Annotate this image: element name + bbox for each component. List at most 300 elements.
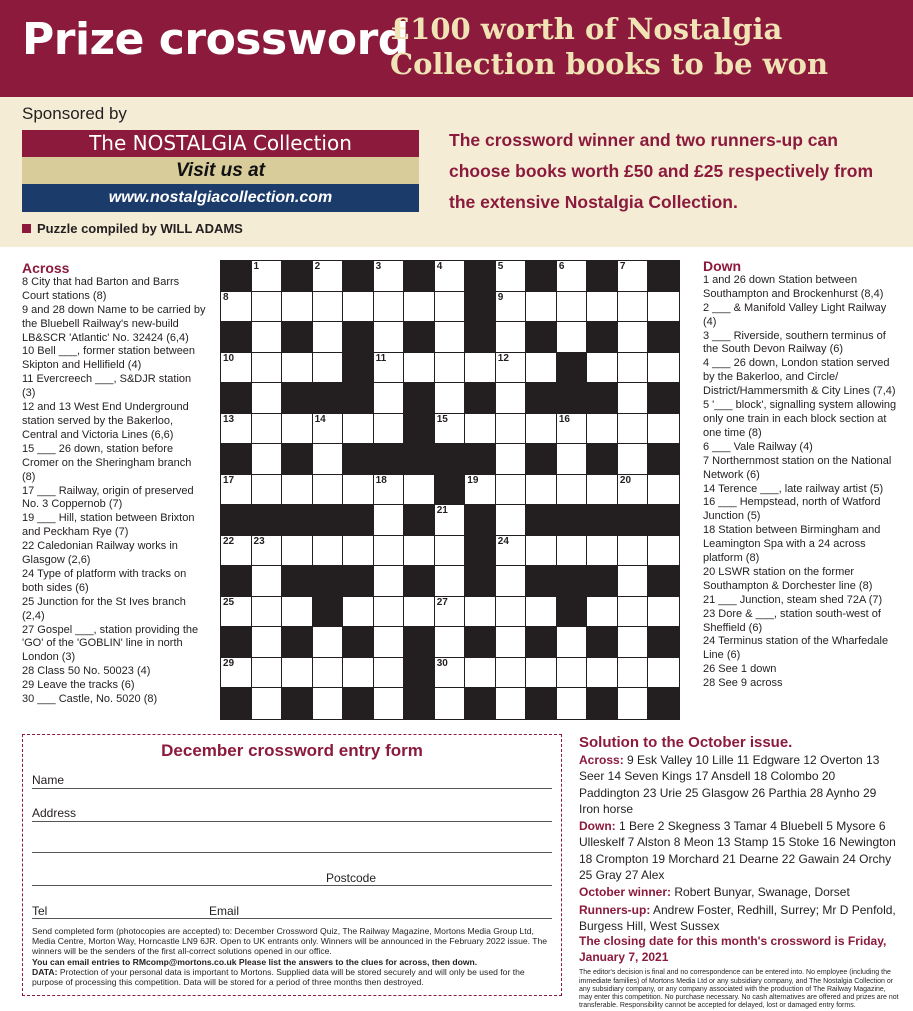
- black-square: [526, 688, 557, 719]
- white-square[interactable]: [465, 658, 496, 689]
- logo-visit: Visit us at: [22, 157, 419, 184]
- white-square[interactable]: [496, 383, 527, 414]
- clue-number: 11: [375, 352, 387, 364]
- white-square[interactable]: [557, 414, 588, 445]
- white-square[interactable]: [587, 414, 618, 445]
- white-square[interactable]: [435, 597, 466, 628]
- black-square: [465, 383, 496, 414]
- solution-across-text: 9 Esk Valley 10 Lille 11 Edgware 12 Overton 13 Seer 14 Seven Kings 17 Ansdell 18 Colombo 20 Paddington 23 Urie 25 Glasgow 26 Parthia 28 Aynho 29 Iron horse: [579, 753, 880, 816]
- white-square[interactable]: [496, 353, 527, 384]
- across-clue: 30 ___ Castle, No. 5020 (8): [22, 693, 158, 706]
- white-square[interactable]: [374, 261, 405, 292]
- black-square: [343, 627, 374, 658]
- black-square: [648, 627, 679, 658]
- across-clue: 28 Class 50 No. 50023 (4): [22, 665, 151, 678]
- solution-down-label: Down:: [579, 819, 616, 834]
- white-square[interactable]: [618, 383, 649, 414]
- white-square[interactable]: [252, 688, 283, 719]
- across-clue: 25 Junction for the St Ives branch (2,4): [22, 595, 186, 622]
- down-clue: 7 Northernmost station on the National Network (6): [703, 454, 892, 481]
- tel-email-field[interactable]: [32, 918, 552, 919]
- white-square[interactable]: [618, 566, 649, 597]
- down-clue: 14 Terence ___, late railway artist (5): [703, 482, 884, 495]
- white-square[interactable]: [221, 414, 252, 445]
- white-square[interactable]: [252, 261, 283, 292]
- white-square[interactable]: [618, 414, 649, 445]
- white-square[interactable]: [221, 292, 252, 323]
- square-bullet-icon: [22, 224, 31, 233]
- black-square: [313, 505, 344, 536]
- white-square[interactable]: [313, 261, 344, 292]
- white-square[interactable]: [557, 627, 588, 658]
- fine-print: The editor's decision is final and no correspondence can be entered into. No employee (including the immediate families) of Mortons Media Ltd or any subsidiary company, and The Nostalgia Collection or any subsidiary company, or any company associated with the production of The Railway Magazine, may enter this competition. No purchase necessary. No cash alternatives are offered and prizes are not transferable. Responsibility cannot be accepted for delayed, lost or damaged entry forms.: [579, 969, 899, 1010]
- white-square[interactable]: [496, 292, 527, 323]
- white-square[interactable]: [252, 536, 283, 567]
- white-square[interactable]: [526, 475, 557, 506]
- white-square[interactable]: [496, 475, 527, 506]
- down-clue: 18 Station between Birmingham and Leamington Spa with a 24 across platform (8): [703, 524, 881, 565]
- clue-number: 29: [223, 657, 235, 669]
- white-square[interactable]: [618, 322, 649, 353]
- white-square[interactable]: [648, 658, 679, 689]
- down-clue: 20 LSWR station on the former Southampton & Dorchester line (8): [703, 565, 873, 592]
- white-square[interactable]: [496, 505, 527, 536]
- down-clue: 6 ___ Vale Railway (4): [703, 440, 813, 453]
- clue-number: 13: [223, 413, 235, 425]
- white-square[interactable]: [282, 353, 313, 384]
- down-clue: 2 ___ & Manifold Valley Light Railway (4): [703, 301, 887, 328]
- clue-number: 23: [253, 535, 265, 547]
- down-clue: 16 ___ Hempstead, north of Watford Junction (5): [703, 496, 881, 523]
- white-square[interactable]: [343, 536, 374, 567]
- clue-number: 6: [558, 261, 565, 272]
- white-square[interactable]: [374, 566, 405, 597]
- clue-number: 14: [314, 413, 326, 425]
- clue-number: 20: [619, 474, 632, 486]
- down-clue: 4 ___ 26 down, London station served by the Bakerloo, and Circle/ District/Hammersmith & City Lines (7,4): [703, 357, 896, 398]
- white-square[interactable]: [465, 475, 496, 506]
- white-square[interactable]: [557, 444, 588, 475]
- white-square[interactable]: [252, 292, 283, 323]
- white-square[interactable]: [343, 597, 374, 628]
- white-square[interactable]: [252, 444, 283, 475]
- down-heading: Down: [703, 258, 742, 274]
- white-square[interactable]: [252, 353, 283, 384]
- black-square: [282, 627, 313, 658]
- white-square[interactable]: [648, 475, 679, 506]
- down-clues: [703, 260, 898, 691]
- white-square[interactable]: [313, 536, 344, 567]
- black-square: [648, 505, 679, 536]
- clue-number: 17: [223, 474, 235, 486]
- white-square[interactable]: [404, 292, 435, 323]
- black-square: [648, 322, 679, 353]
- black-square: [465, 688, 496, 719]
- white-square[interactable]: [435, 322, 466, 353]
- sponsor-logo[interactable]: [22, 130, 419, 212]
- across-clue: 12 and 13 West End Underground station served by the Bakerloo, Central and Victoria Lines (6,6): [22, 401, 189, 441]
- postcode-field[interactable]: [32, 885, 552, 886]
- black-square: [526, 383, 557, 414]
- white-square[interactable]: [221, 353, 252, 384]
- black-square: [648, 688, 679, 719]
- white-square[interactable]: [374, 658, 405, 689]
- white-square[interactable]: [526, 414, 557, 445]
- white-square[interactable]: [313, 627, 344, 658]
- black-square: [313, 597, 344, 628]
- black-square: [465, 261, 496, 292]
- white-square[interactable]: [618, 353, 649, 384]
- black-square: [343, 688, 374, 719]
- clue-number: 8: [223, 291, 229, 303]
- white-square[interactable]: [313, 414, 344, 445]
- solution-across: [579, 752, 899, 817]
- black-square: [221, 505, 252, 536]
- address-label: Address: [32, 806, 77, 820]
- clue-number: 10: [223, 352, 235, 364]
- white-square[interactable]: [374, 414, 405, 445]
- clue-number: 18: [375, 474, 387, 486]
- white-square[interactable]: [313, 292, 344, 323]
- black-square: [587, 261, 618, 292]
- white-square[interactable]: [526, 292, 557, 323]
- white-square[interactable]: [282, 658, 313, 689]
- clue-number: 5: [497, 261, 504, 272]
- white-square[interactable]: [374, 536, 405, 567]
- black-square: [587, 566, 618, 597]
- postcode-label: Postcode: [326, 871, 377, 885]
- black-square: [526, 444, 557, 475]
- clue-number: 25: [223, 596, 235, 608]
- clue-number: 12: [497, 352, 509, 364]
- white-square[interactable]: [557, 475, 588, 506]
- white-square[interactable]: [374, 688, 405, 719]
- across-heading: Across: [22, 260, 70, 276]
- white-square[interactable]: [557, 322, 588, 353]
- white-square[interactable]: [587, 597, 618, 628]
- email-label: Email: [209, 904, 240, 918]
- tel-label: Tel: [32, 904, 48, 918]
- white-square[interactable]: [282, 475, 313, 506]
- data-text: Protection of your personal data is important to Mortons. Supplied data will be stored securely and will only be used for the purpose of processing this competition. Data will be stored for a period of three months then destroyed.: [32, 966, 525, 988]
- clue-number: 16: [558, 413, 570, 425]
- white-square[interactable]: [313, 475, 344, 506]
- white-square[interactable]: [282, 597, 313, 628]
- address-field-2[interactable]: [32, 852, 552, 853]
- white-square[interactable]: [221, 475, 252, 506]
- white-square[interactable]: [374, 627, 405, 658]
- solution-heading: Solution to the October issue.: [579, 734, 793, 751]
- white-square[interactable]: [252, 414, 283, 445]
- black-square: [221, 383, 252, 414]
- winner-text: Robert Bunyar, Swanage, Dorset: [674, 885, 850, 900]
- white-square[interactable]: [618, 688, 649, 719]
- prize-line-2: Collection books to be won: [390, 47, 829, 81]
- white-square[interactable]: [374, 292, 405, 323]
- white-square[interactable]: [618, 597, 649, 628]
- compiler-text: Puzzle compiled by WILL ADAMS: [37, 221, 243, 236]
- white-square[interactable]: [618, 627, 649, 658]
- white-square[interactable]: [282, 536, 313, 567]
- black-square: [404, 505, 435, 536]
- logo-url-link[interactable]: www.nostalgiacollection.com: [22, 184, 419, 212]
- white-square[interactable]: [587, 353, 618, 384]
- across-clue: 24 Type of platform with tracks on both sides (6): [22, 567, 187, 594]
- white-square[interactable]: [557, 688, 588, 719]
- white-square[interactable]: [526, 353, 557, 384]
- white-square[interactable]: [435, 566, 466, 597]
- white-square[interactable]: [496, 261, 527, 292]
- white-square[interactable]: [496, 688, 527, 719]
- white-square[interactable]: [404, 536, 435, 567]
- white-square[interactable]: [313, 658, 344, 689]
- address-field[interactable]: [32, 821, 552, 822]
- black-square: [587, 383, 618, 414]
- white-square[interactable]: [648, 536, 679, 567]
- down-clue: 21 ___ Junction, steam shed 72A (7): [703, 593, 883, 606]
- black-square: [282, 322, 313, 353]
- black-square: [282, 444, 313, 475]
- white-square[interactable]: [618, 536, 649, 567]
- white-square[interactable]: [435, 414, 466, 445]
- white-square[interactable]: [252, 475, 283, 506]
- white-square[interactable]: [435, 292, 466, 323]
- black-square: [221, 688, 252, 719]
- black-square: [587, 444, 618, 475]
- white-square[interactable]: [435, 383, 466, 414]
- solution-down-text: 1 Bere 2 Skegness 3 Tamar 4 Bluebell 5 Mysore 6 Ulleskelf 7 Alston 8 Meon 13 Stamp 15 Stoke 16 Newington 18 Crompton 19 Morchard 21 Dearne 22 Gawain 24 Orchy 25 Gray 27 Alex: [579, 819, 896, 883]
- white-square[interactable]: [374, 383, 405, 414]
- white-square[interactable]: [435, 353, 466, 384]
- white-square[interactable]: [618, 658, 649, 689]
- clue-number: 21: [436, 505, 448, 517]
- white-square[interactable]: [618, 261, 649, 292]
- black-square: [465, 627, 496, 658]
- white-square[interactable]: [587, 475, 618, 506]
- clue-number: 4: [436, 261, 443, 272]
- white-square[interactable]: [496, 322, 527, 353]
- white-square[interactable]: [343, 658, 374, 689]
- logo-name: The NOSTALGIA Collection: [22, 130, 419, 157]
- black-square: [648, 444, 679, 475]
- white-square[interactable]: [221, 658, 252, 689]
- black-square: [404, 444, 435, 475]
- email-note: You can email entries to RMcomp@mortons.co.uk Please list the answers to the clues for across, then down.: [32, 956, 478, 967]
- clue-number: 1: [253, 261, 260, 272]
- white-square[interactable]: [526, 536, 557, 567]
- white-square[interactable]: [374, 353, 405, 384]
- down-clue: 28 See 9 across: [703, 677, 783, 690]
- white-square[interactable]: [587, 658, 618, 689]
- black-square: [221, 444, 252, 475]
- black-square: [282, 261, 313, 292]
- white-square[interactable]: [221, 597, 252, 628]
- across-clue: 8 City that had Barton and Barrs Court stations (8): [22, 275, 180, 302]
- white-square[interactable]: [435, 658, 466, 689]
- clue-number: 19: [467, 474, 479, 486]
- black-square: [313, 566, 344, 597]
- crossword-grid[interactable]: [220, 260, 680, 720]
- white-square[interactable]: [313, 688, 344, 719]
- white-square[interactable]: [465, 597, 496, 628]
- black-square: [313, 383, 344, 414]
- clue-number: 26: [314, 596, 326, 608]
- black-square: [587, 627, 618, 658]
- white-square[interactable]: [496, 414, 527, 445]
- clue-number: 3: [375, 261, 382, 272]
- black-square: [404, 658, 435, 689]
- white-square[interactable]: [404, 475, 435, 506]
- runners-label: Runners-up:: [579, 902, 651, 917]
- data-note: [32, 967, 553, 987]
- white-square[interactable]: [465, 353, 496, 384]
- down-clue: 3 ___ Riverside, southern terminus of the South Devon Railway (6): [703, 329, 886, 356]
- white-square[interactable]: [313, 322, 344, 353]
- white-square[interactable]: [496, 658, 527, 689]
- winner-label: October winner:: [579, 885, 672, 900]
- white-square[interactable]: [404, 597, 435, 628]
- clue-number: 9: [497, 291, 504, 303]
- across-clue: 9 and 28 down Name to be carried by the Bluebell Railway's new-build LB&SCR 'Atlantic' No. 32424 (6,4): [22, 303, 206, 344]
- white-square[interactable]: [587, 292, 618, 323]
- white-square[interactable]: [343, 292, 374, 323]
- white-square[interactable]: [435, 261, 466, 292]
- white-square[interactable]: [618, 475, 649, 506]
- black-square: [587, 505, 618, 536]
- black-square: [526, 627, 557, 658]
- white-square[interactable]: [587, 536, 618, 567]
- runners-text: Andrew Foster, Redhill, Surrey; Mr D Penfold, Burgess Hill, West Sussex: [579, 902, 896, 933]
- white-square[interactable]: [557, 658, 588, 689]
- white-square[interactable]: [648, 597, 679, 628]
- white-square[interactable]: [648, 353, 679, 384]
- white-square[interactable]: [404, 353, 435, 384]
- black-square: [465, 292, 496, 323]
- black-square: [343, 261, 374, 292]
- white-square[interactable]: [313, 444, 344, 475]
- white-square[interactable]: [252, 597, 283, 628]
- prize-line-1: £100 worth of Nostalgia: [390, 12, 783, 46]
- white-square[interactable]: [557, 261, 588, 292]
- white-square[interactable]: [557, 536, 588, 567]
- across-clue: 11 Evercreech ___, S&DJR station (3): [22, 373, 192, 400]
- black-square: [252, 505, 283, 536]
- black-square: [465, 566, 496, 597]
- black-square: [557, 383, 588, 414]
- white-square[interactable]: [496, 444, 527, 475]
- white-square[interactable]: [496, 597, 527, 628]
- white-square[interactable]: [435, 688, 466, 719]
- black-square: [557, 353, 588, 384]
- black-square: [404, 322, 435, 353]
- clue-number: 22: [223, 535, 235, 547]
- across-clue: 22 Caledonian Railway works in Glasgow (2,6): [22, 540, 178, 567]
- black-square: [557, 566, 588, 597]
- white-square[interactable]: [496, 566, 527, 597]
- down-clue: 23 Dore & ___, station south-west of Sheffield (6): [703, 607, 881, 634]
- compiler-credit: [22, 221, 243, 236]
- white-square[interactable]: [252, 658, 283, 689]
- white-square[interactable]: [252, 322, 283, 353]
- white-square[interactable]: [343, 475, 374, 506]
- white-square[interactable]: [557, 292, 588, 323]
- white-square[interactable]: [313, 353, 344, 384]
- down-clue: 5 '___ block', signalling system allowing only one train in each block section at one time (8): [703, 399, 897, 439]
- black-square: [404, 414, 435, 445]
- black-square: [587, 688, 618, 719]
- across-clues: [22, 262, 207, 707]
- black-square: [557, 597, 588, 628]
- black-square: [465, 505, 496, 536]
- black-square: [282, 383, 313, 414]
- white-square[interactable]: [435, 505, 466, 536]
- entry-form: [22, 734, 562, 996]
- white-square[interactable]: [618, 292, 649, 323]
- solution-panel: [579, 734, 899, 1011]
- down-clue: 26 See 1 down: [703, 663, 777, 676]
- black-square: [374, 444, 405, 475]
- white-square[interactable]: [252, 383, 283, 414]
- white-square[interactable]: [374, 322, 405, 353]
- white-square[interactable]: [496, 536, 527, 567]
- black-square: [221, 261, 252, 292]
- black-square: [343, 383, 374, 414]
- white-square[interactable]: [465, 414, 496, 445]
- black-square: [648, 566, 679, 597]
- prize-description: The crossword winner and two runners-up can choose books worth £50 and £25 respectively from the extensive Nostalgia Collection.: [449, 130, 874, 212]
- white-square[interactable]: [648, 414, 679, 445]
- black-square: [557, 505, 588, 536]
- name-label: Name: [32, 773, 65, 787]
- black-square: [587, 322, 618, 353]
- across-clue-list: [22, 276, 207, 707]
- black-square: [618, 505, 649, 536]
- white-square[interactable]: [496, 627, 527, 658]
- name-field[interactable]: [32, 788, 552, 789]
- white-square[interactable]: [374, 475, 405, 506]
- black-square: [404, 261, 435, 292]
- down-clue: 1 and 26 down Station between Southampton and Brockenhurst (8,4): [703, 273, 884, 300]
- sponsored-by-label: Sponsored by: [22, 104, 127, 123]
- white-square[interactable]: [435, 627, 466, 658]
- solution-down: [579, 818, 899, 883]
- black-square: [221, 566, 252, 597]
- white-square[interactable]: [221, 536, 252, 567]
- white-square[interactable]: [618, 444, 649, 475]
- white-square[interactable]: [648, 292, 679, 323]
- white-square[interactable]: [526, 597, 557, 628]
- white-square[interactable]: [374, 505, 405, 536]
- white-square[interactable]: [252, 627, 283, 658]
- white-square[interactable]: [343, 414, 374, 445]
- clue-number: 15: [436, 413, 448, 425]
- across-clue: 19 ___ Hill, station between Brixton and Peckham Rye (7): [22, 512, 195, 539]
- across-clue: 17 ___ Railway, origin of preserved No. 3 Coppernob (7): [22, 484, 194, 511]
- white-square[interactable]: [282, 292, 313, 323]
- clue-number: 27: [436, 596, 448, 608]
- white-square[interactable]: [252, 566, 283, 597]
- white-square[interactable]: [374, 597, 405, 628]
- black-square: [282, 566, 313, 597]
- closing-date: The closing date for this month's crossword is Friday, January 7, 2021: [579, 934, 887, 964]
- clue-number: 7: [619, 261, 626, 272]
- white-square[interactable]: [282, 414, 313, 445]
- black-square: [465, 322, 496, 353]
- white-square[interactable]: [435, 536, 466, 567]
- clue-number: 30: [436, 657, 448, 669]
- runners-up: [579, 902, 899, 935]
- white-square[interactable]: [526, 658, 557, 689]
